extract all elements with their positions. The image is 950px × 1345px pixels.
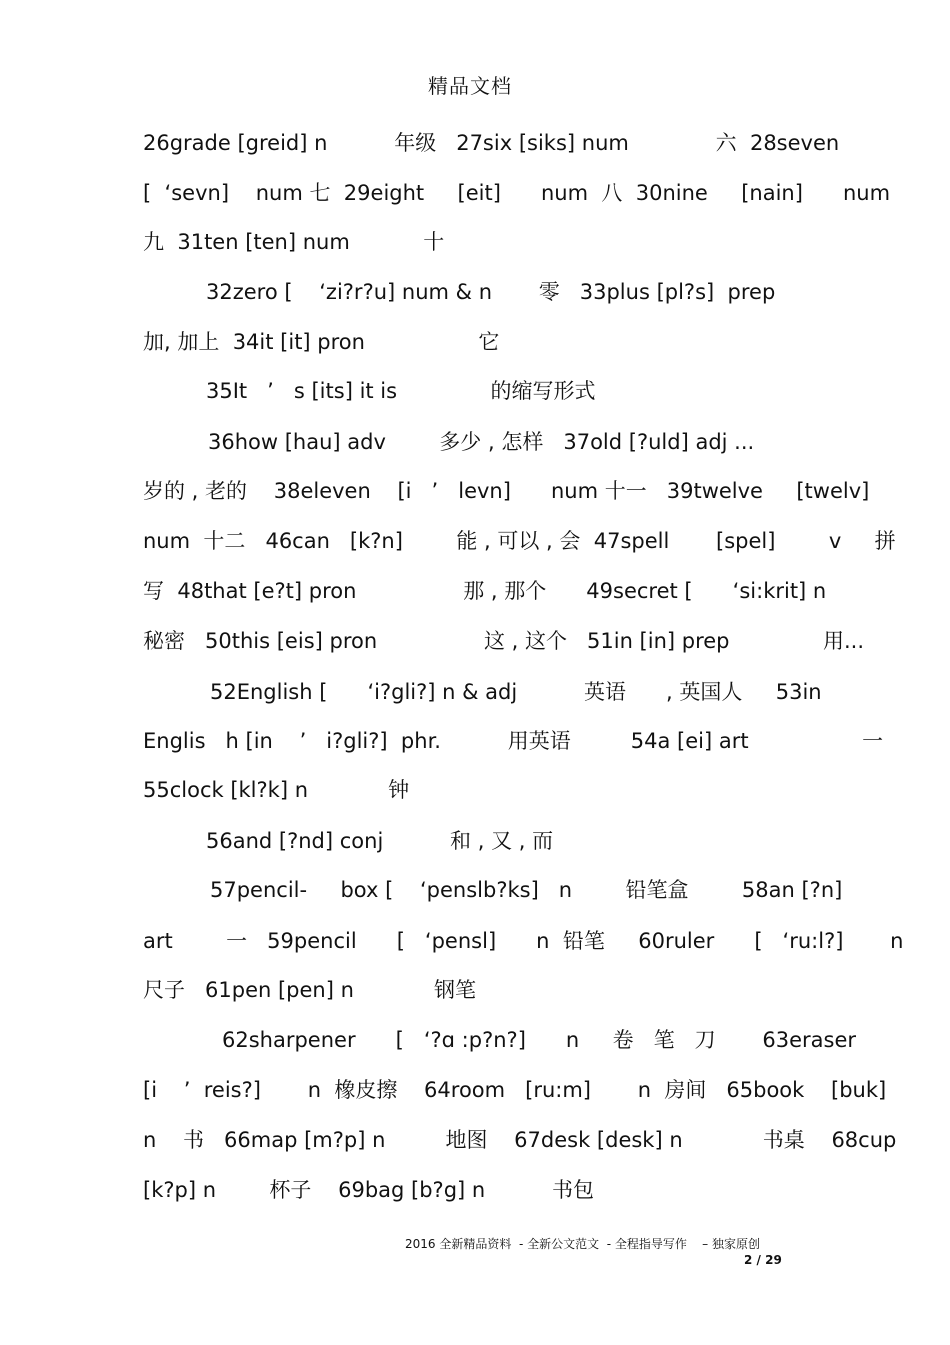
text-line: 52English [ ‘i?gli?] n & adj 英语 , 英国人 53in: [210, 680, 822, 704]
text-line: Englis h [in ’ i?gli?] phr. 用英语 54a [ei] art 一: [143, 729, 884, 753]
text-line: 57pencil- box [ ‘penslb?ks] n 铅笔盒 58an [?n]: [210, 878, 843, 902]
text-line: 秘密 50this [eis] pron 这 , 这个 51in [in] prep 用...: [143, 629, 864, 653]
text-line: 岁的 , 老的 38eleven [i ’ levn] num 十一 39twelve [twelv]: [143, 479, 870, 503]
text-line: art 一 59pencil [ ‘pensl] n 铅笔 60ruler [ ‘ru:l?] n: [143, 929, 904, 953]
page-footer: 2016 全新精品资料 - 全新公文范文 - 全程指导写作 – 独家原创: [405, 1237, 760, 1251]
text-line: 56and [?nd] conj 和 , 又 , 而: [206, 829, 554, 853]
page-number: 2 / 29: [744, 1253, 782, 1267]
text-line: [k?p] n 杯子 69bag [b?g] n 书包: [143, 1178, 594, 1202]
text-line: 35It ’ s [its] it is 的缩写形式: [206, 379, 596, 403]
text-line: 62sharpener [ ‘?ɑ :p?n?] n 卷 笔 刀 63eraser: [222, 1028, 857, 1052]
text-line: 尺子 61pen [pen] n 钢笔: [143, 978, 477, 1002]
page-header: 精品文档: [428, 74, 512, 98]
text-line: 26grade [greid] n 年级 27six [siks] num 六 28seven: [143, 131, 840, 155]
text-line: 九 31ten [ten] num 十: [143, 230, 445, 254]
text-line: 55clock [kl?k] n 钟: [143, 778, 410, 802]
text-line: n 书 66map [m?p] n 地图 67desk [desk] n 书桌 68cup: [143, 1128, 897, 1152]
text-line: [ ‘sevn] num 七 29eight [eit] num 八 30nine [nain] num: [143, 181, 891, 205]
text-line: [i ’ reis?] n 橡皮擦 64room [ru:m] n 房间 65book [buk]: [143, 1078, 887, 1102]
text-line: 写 48that [e?t] pron 那 , 那个 49secret [ ‘si:krit] n: [143, 579, 827, 603]
text-line: num 十二 46can [k?n] 能 , 可以 , 会 47spell [spel] v 拼: [143, 529, 896, 553]
text-line: 32zero [ ‘zi?r?u] num & n 零 33plus [pl?s] prep: [206, 280, 776, 304]
text-line: 36how [hau] adv 多少 , 怎样 37old [?uld] adj ...: [208, 430, 755, 454]
text-line: 加, 加上 34it [it] pron 它: [143, 330, 500, 354]
